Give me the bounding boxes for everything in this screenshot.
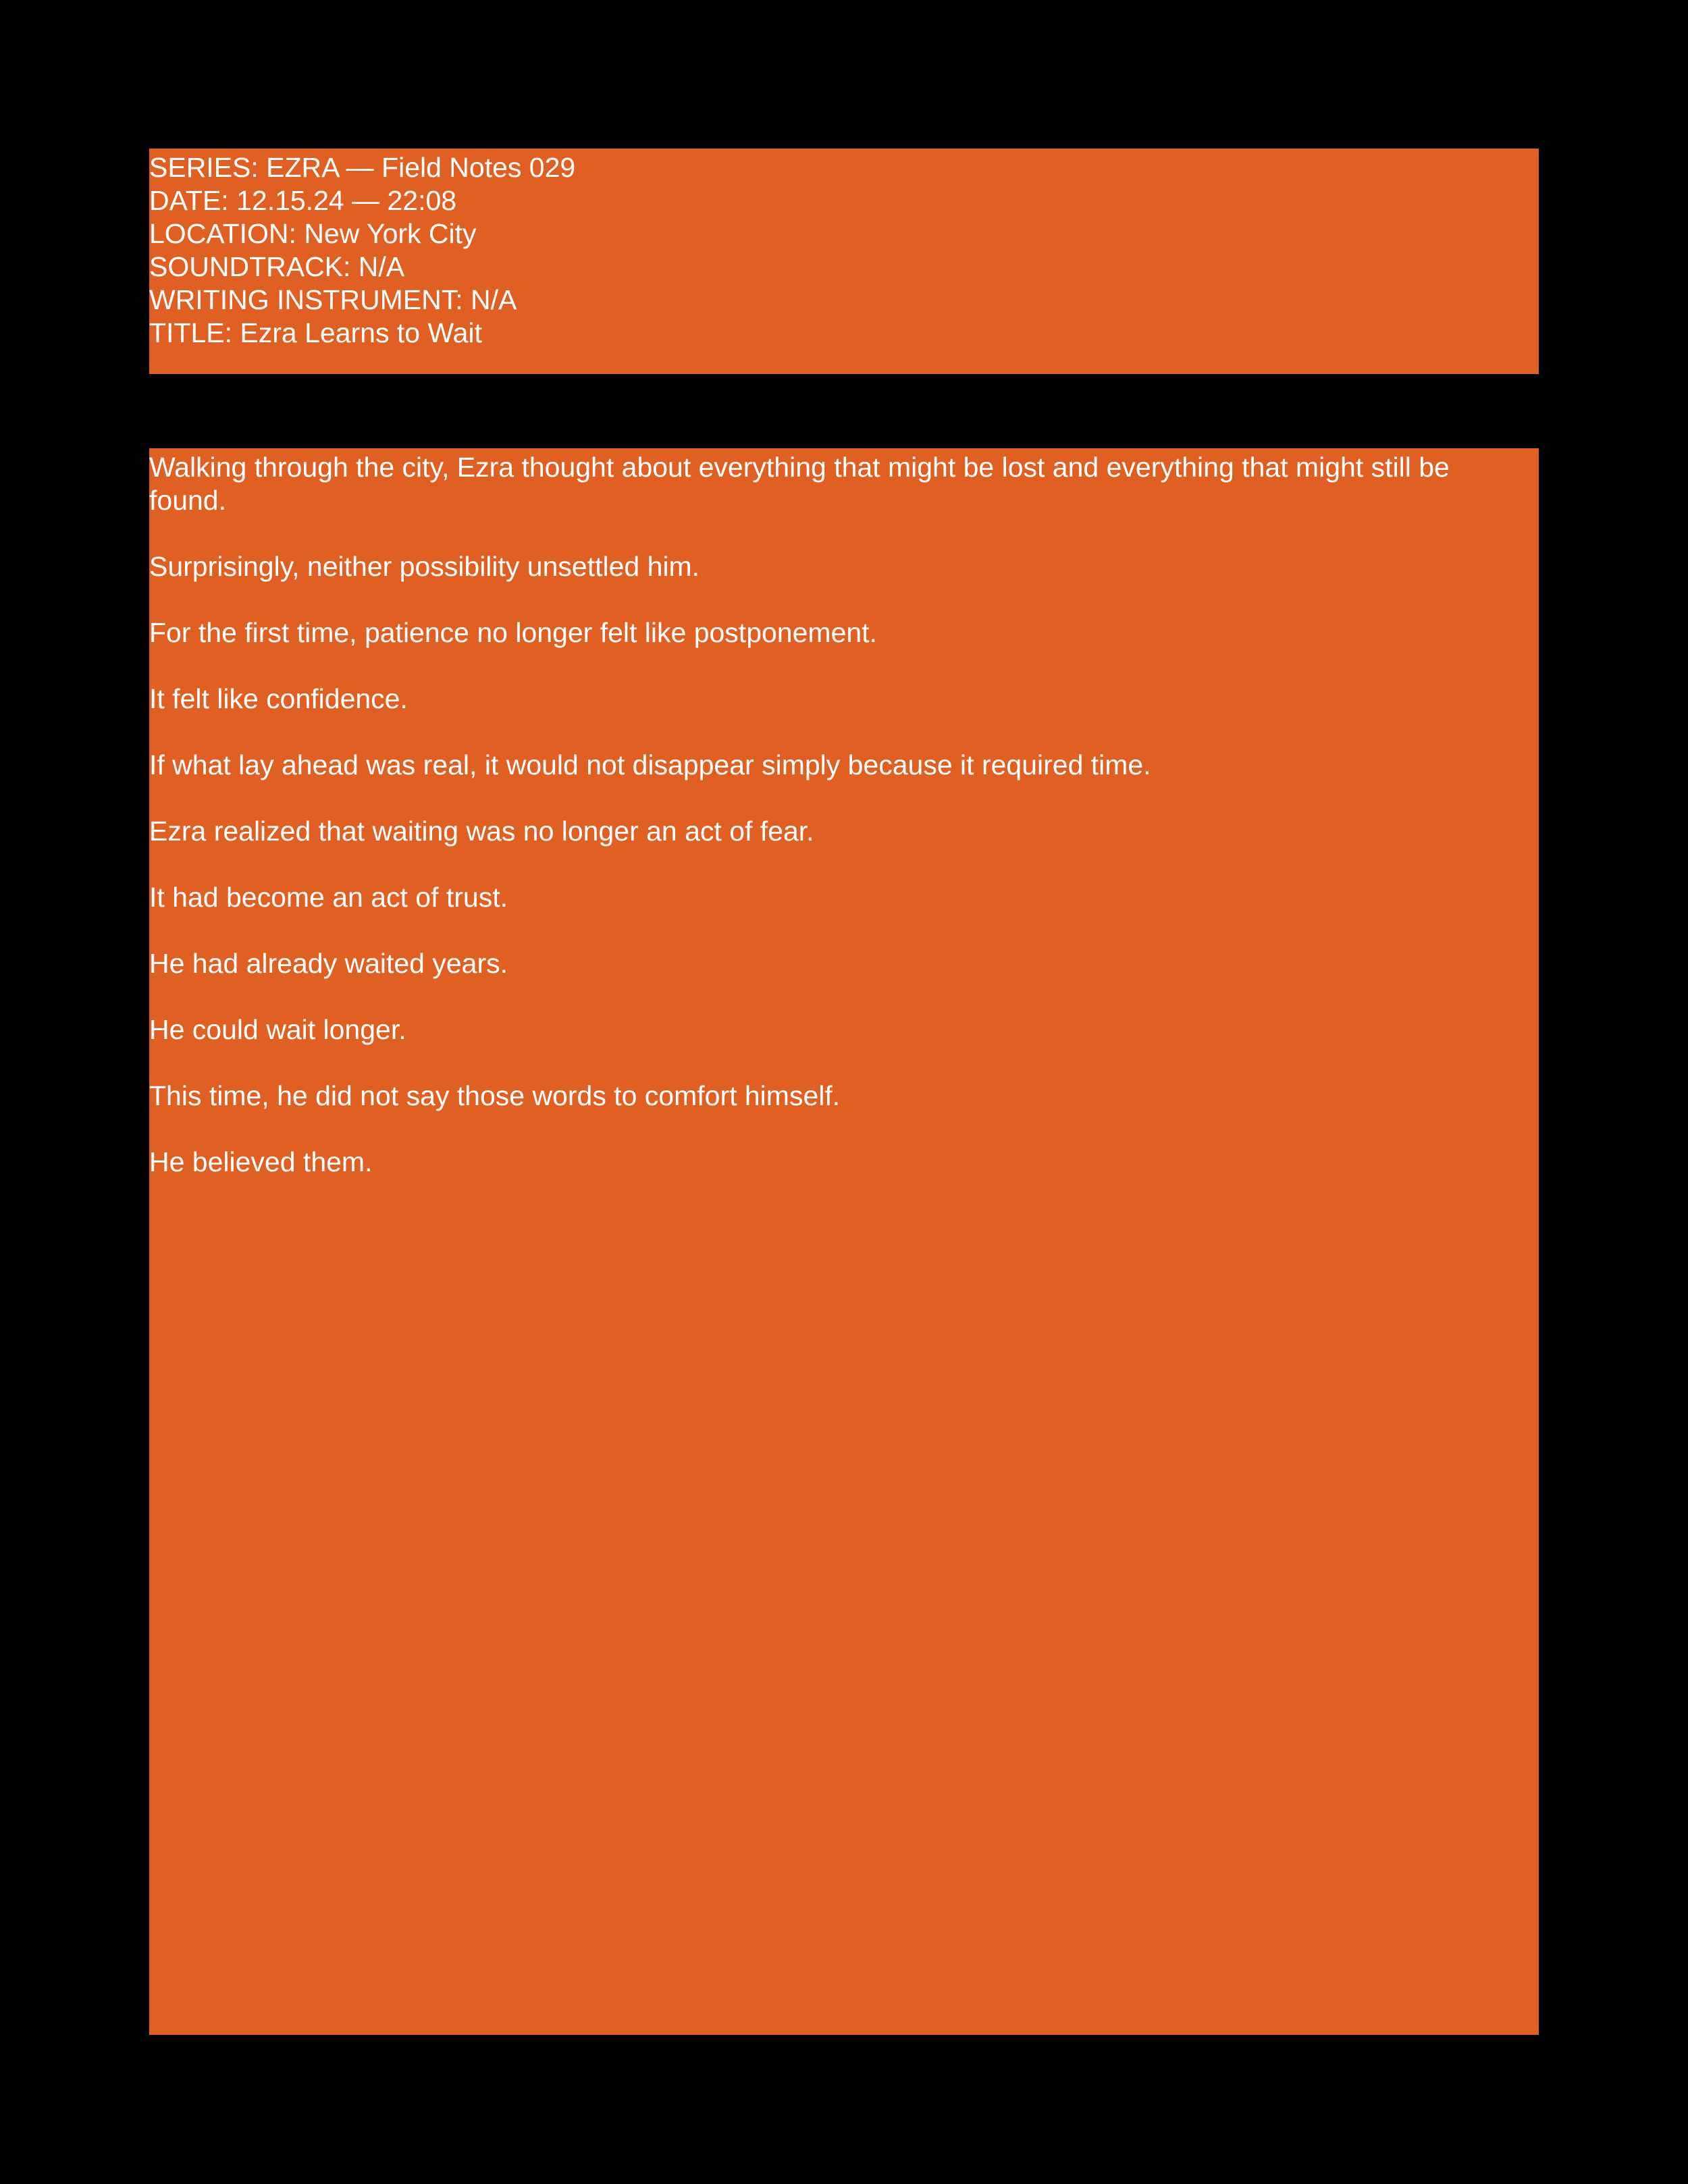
series-line: SERIES: EZRA — Field Notes 029 (149, 152, 576, 183)
title-line: TITLE: Ezra Learns to Wait (149, 317, 482, 348)
paragraph: It had become an act of trust. (149, 882, 508, 913)
writing-instrument-line: WRITING INSTRUMENT: N/A (149, 284, 517, 315)
body-text-panel (149, 448, 1539, 2035)
header-metadata-panel (149, 149, 1539, 374)
paragraph: It felt like confidence. (149, 683, 408, 714)
soundtrack-line: SOUNDTRACK: N/A (149, 251, 405, 282)
paragraph: He could wait longer. (149, 1014, 406, 1045)
paragraph: If what lay ahead was real, it would not disappear simply because it required time. (149, 749, 1151, 780)
date-line: DATE: 12.15.24 — 22:08 (149, 185, 457, 216)
paragraph: For the first time, patience no longer felt like postponement. (149, 617, 877, 648)
location-line: LOCATION: New York City (149, 218, 477, 249)
paragraph: He had already waited years. (149, 948, 508, 979)
paragraph: He believed them. (149, 1146, 373, 1177)
paragraph: Walking through the city, Ezra thought about everything that might be lost and everything that might still be found. (149, 452, 1450, 516)
paragraph: This time, he did not say those words to comfort himself. (149, 1080, 841, 1111)
paragraph: Surprisingly, neither possibility unsettled him. (149, 551, 700, 582)
paragraph: Ezra realized that waiting was no longer an act of fear. (149, 816, 814, 847)
